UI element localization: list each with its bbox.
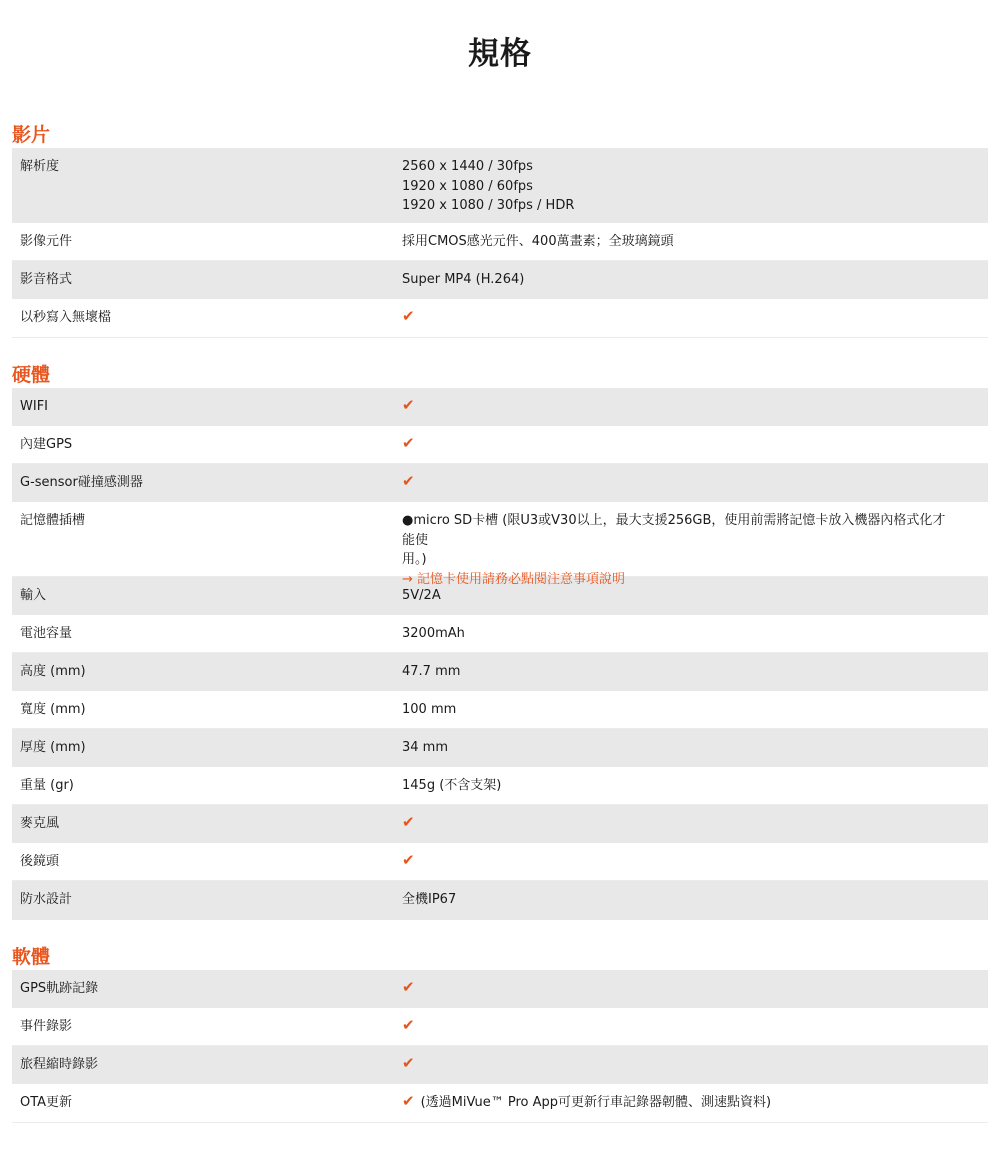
check-wrap (402, 397, 958, 417)
checkmark-icon: ✔ (402, 396, 415, 414)
section-title: 影片 (12, 124, 51, 146)
check-wrap (402, 852, 958, 872)
spec-value-line: 5V/2A (402, 588, 441, 603)
spec-value-line: 用。) (402, 552, 427, 567)
check-wrap (402, 473, 958, 493)
spec-label (12, 1055, 402, 1075)
spec-row (12, 261, 988, 299)
spec-label-text: WIFI (20, 399, 48, 414)
spec-label-text: 解析度 (20, 159, 60, 174)
spec-label-text: 厚度 (mm) (20, 740, 86, 755)
spec-label (12, 270, 402, 290)
spec-row (12, 299, 988, 338)
spec-value (402, 473, 988, 493)
spec-value-line: 採用CMOS感光元件、400萬畫素；全玻璃鏡頭 (402, 234, 674, 249)
spec-label-text: 電池容量 (20, 626, 73, 641)
spec-value (402, 435, 988, 455)
checkmark-icon: ✔ (402, 851, 415, 869)
spec-value (402, 1055, 988, 1075)
spec-label (12, 890, 402, 910)
spec-row (12, 1046, 988, 1084)
spec-table (12, 970, 988, 1123)
spec-label-text: 寬度 (mm) (20, 702, 86, 717)
spec-label (12, 852, 402, 872)
spec-value (402, 979, 988, 999)
spec-row (12, 653, 988, 691)
section-title: 硬體 (12, 364, 51, 386)
spec-label-text: 後鏡頭 (20, 854, 60, 869)
spec-row (12, 805, 988, 843)
spec-value (402, 308, 988, 328)
section-2 (12, 944, 988, 1123)
spec-value (402, 1093, 988, 1113)
spec-label-text: 輸入 (20, 588, 47, 603)
spec-label (12, 1093, 402, 1113)
spec-value-line: 34 mm (402, 740, 449, 755)
spec-label-text: 防水設計 (20, 892, 73, 907)
spec-label-text: G-sensor碰撞感測器 (20, 475, 143, 490)
check-wrap (402, 814, 958, 834)
spec-value (402, 662, 988, 682)
spec-value (402, 776, 988, 796)
spec-label-text: 重量 (gr) (20, 778, 74, 793)
spec-label-text: 影音格式 (20, 272, 73, 287)
spec-value (402, 700, 988, 720)
checkmark-icon: ✔ (402, 434, 415, 452)
spec-sections (0, 122, 1000, 1123)
checkmark-icon: ✔ (402, 978, 415, 996)
spec-row (12, 148, 988, 223)
spec-label (12, 435, 402, 455)
check-wrap (402, 435, 958, 455)
spec-value-line: 全機IP67 (402, 892, 457, 907)
spec-row (12, 970, 988, 1008)
spec-label (12, 624, 402, 644)
spec-value (402, 586, 988, 606)
spec-row (12, 767, 988, 805)
spec-value (402, 738, 988, 758)
section-title: 軟體 (12, 946, 51, 968)
spec-value-line: 100 mm (402, 702, 457, 717)
spec-value (402, 890, 988, 910)
spec-row (12, 464, 988, 502)
spec-value (402, 1017, 988, 1037)
spec-value (402, 397, 988, 417)
spec-row (12, 1084, 988, 1123)
spec-value-line: 1920 x 1080 / 30fps / HDR (402, 198, 575, 213)
spec-value-line: ●micro SD卡槽 (限U3或V30以上，最大支援256GB，使用前需將記憶卡放入機器內格式化才能使 (402, 513, 946, 548)
spec-label (12, 1017, 402, 1037)
spec-label-text: 記憶體插槽 (20, 513, 86, 528)
checkmark-icon: ✔ (402, 472, 415, 490)
spec-row (12, 223, 988, 261)
check-wrap (402, 1017, 958, 1037)
spec-value-line: 3200mAh (402, 626, 465, 641)
spec-label (12, 232, 402, 252)
spec-value (402, 270, 988, 290)
check-wrap (402, 979, 958, 999)
spec-note: (透過MiVue™ Pro App可更新行車記錄器韌體、測速點資料) (420, 1095, 772, 1110)
spec-label-text: 高度 (mm) (20, 664, 86, 679)
spec-value (402, 624, 988, 644)
checkmark-icon: ✔ (402, 1054, 415, 1072)
spec-table (12, 388, 988, 920)
spec-label-text: 旅程縮時錄影 (20, 1057, 99, 1072)
spec-row (12, 729, 988, 767)
checkmark-icon: ✔ (402, 1016, 415, 1034)
spec-row (12, 1008, 988, 1046)
spec-table (12, 148, 988, 338)
spec-label-text: 以秒寫入無壞檔 (20, 310, 112, 325)
spec-label (12, 979, 402, 999)
checkmark-icon: ✔ (402, 1092, 415, 1110)
spec-value-line: 145g (不含支架) (402, 778, 502, 793)
spec-value-line: 47.7 mm (402, 664, 461, 679)
spec-label (12, 776, 402, 796)
spec-value (402, 814, 988, 834)
spec-label (12, 700, 402, 720)
spec-value (402, 511, 988, 589)
spec-label (12, 397, 402, 417)
page-title: 規格 (468, 36, 532, 72)
check-wrap (402, 308, 958, 328)
spec-row (12, 426, 988, 464)
spec-label (12, 473, 402, 493)
spec-label-text: OTA更新 (20, 1095, 73, 1110)
spec-label (12, 308, 402, 328)
memory-card-notice-link[interactable]: → 記憶卡使用請務必點閱注意事項說明 (402, 571, 626, 587)
spec-label (12, 662, 402, 682)
spec-label-text: GPS軌跡記錄 (20, 981, 99, 996)
check-wrap (402, 1055, 958, 1075)
spec-row (12, 388, 988, 426)
spec-row (12, 615, 988, 653)
spec-value-line: 1920 x 1080 / 60fps (402, 178, 533, 194)
spec-value-line: Super MP4 (H.264) (402, 272, 525, 287)
spec-row (12, 881, 988, 920)
checkmark-icon: ✔ (402, 813, 415, 831)
section-0 (12, 122, 988, 338)
spec-row (12, 502, 988, 587)
spec-row (12, 691, 988, 729)
spec-label-text: 麥克風 (20, 816, 60, 831)
spec-label-text: 影像元件 (20, 234, 73, 249)
section-1 (12, 362, 988, 920)
spec-label (12, 586, 402, 606)
spec-label-text: 事件錄影 (20, 1019, 73, 1034)
spec-label (12, 511, 402, 531)
spec-row (12, 843, 988, 881)
checkmark-icon: ✔ (402, 307, 415, 325)
spec-label (12, 738, 402, 758)
spec-value (402, 852, 988, 872)
spec-label-text: 內建GPS (20, 437, 73, 452)
spec-value (402, 157, 988, 216)
spec-value (402, 232, 988, 252)
spec-label (12, 814, 402, 834)
check-wrap (402, 1093, 958, 1113)
spec-value-line: 2560 x 1440 / 30fps (402, 159, 533, 174)
spec-label (12, 157, 402, 177)
